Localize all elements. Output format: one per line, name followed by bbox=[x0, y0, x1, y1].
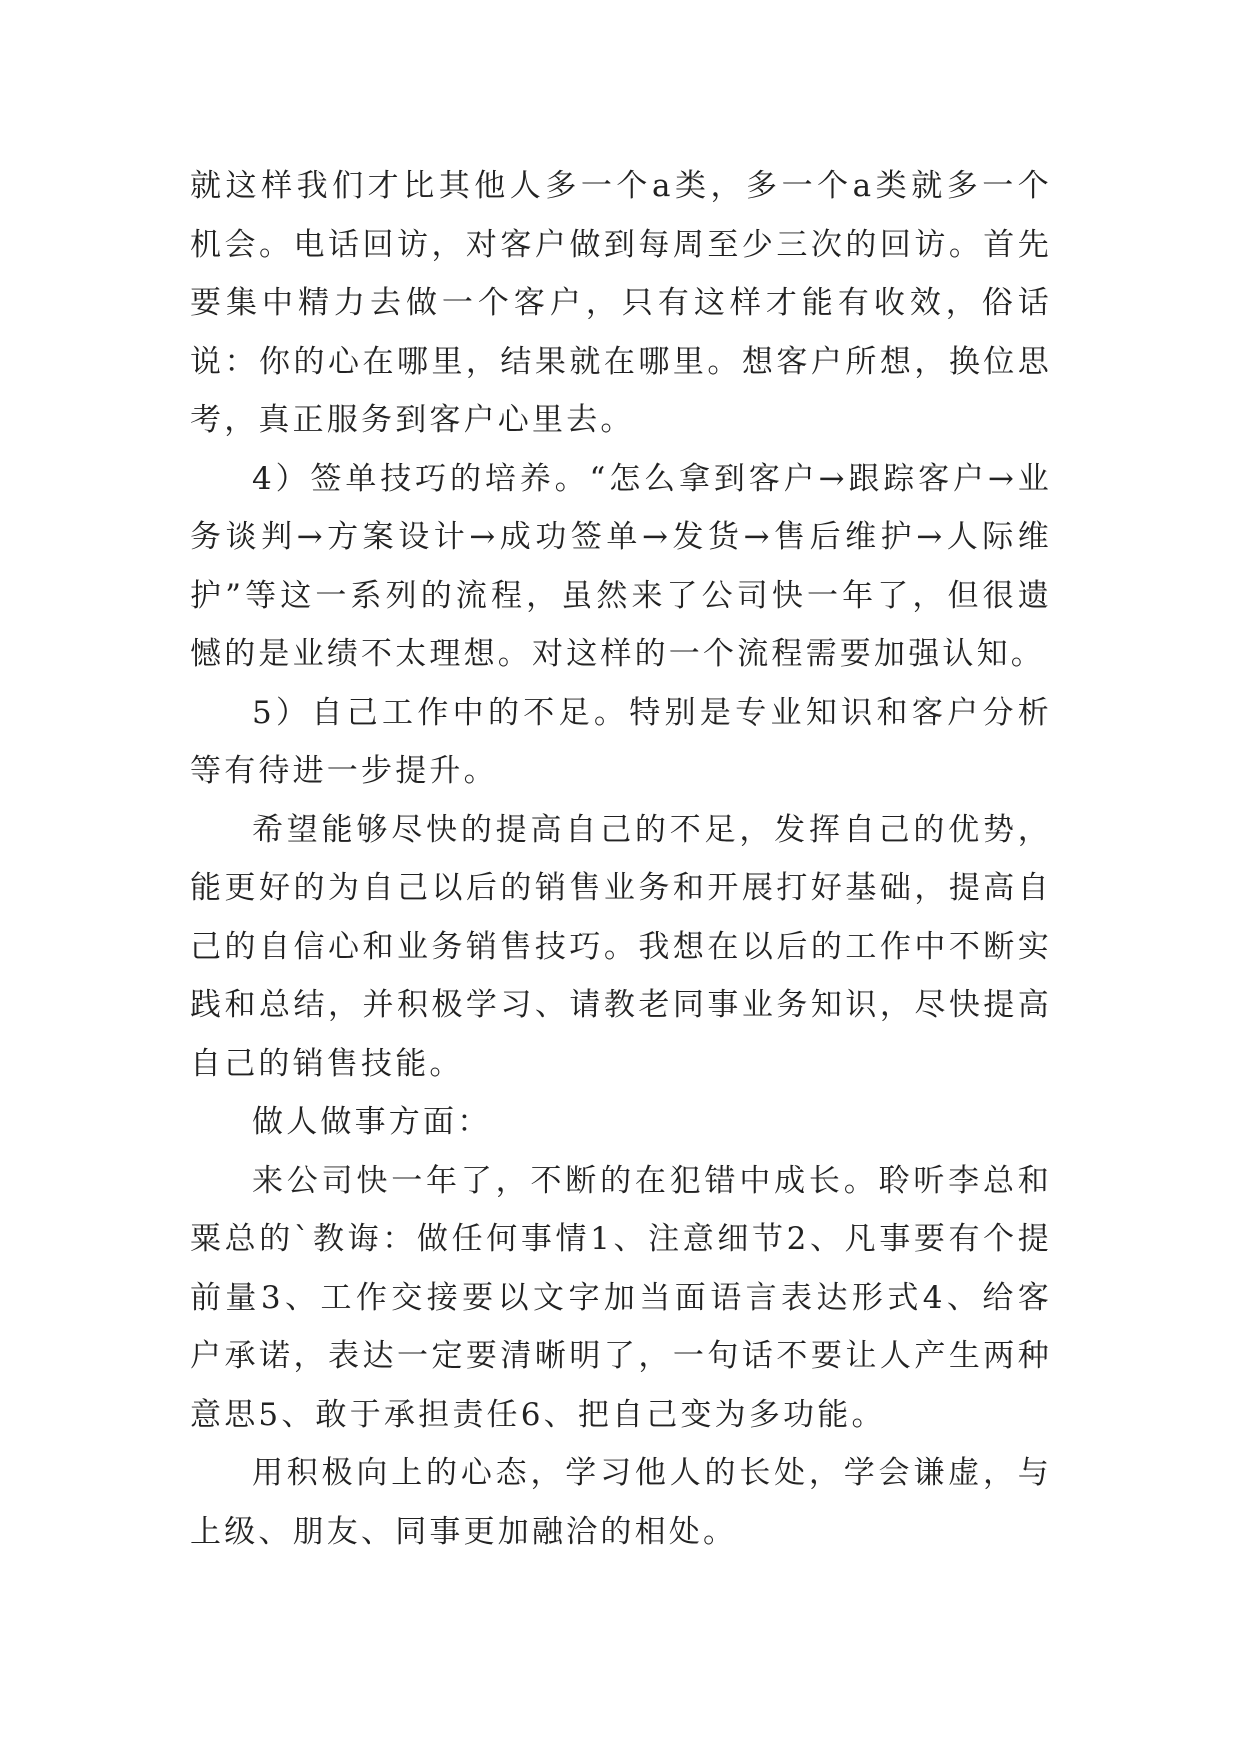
paragraph-1: 就这样我们才比其他人多一个a类，多一个a类就多一个机会。电话回访，对客户做到每周至少三次的回访。首先要集中精力去做一个客户，只有这样才能有收效，俗话说：你的心在哪里，结果就在哪里。想客户所想，换位思考，真正服务到客户心里去。 bbox=[190, 168, 1052, 438]
paragraph-3: 5）自己工作中的不足。特别是专业知识和客户分析等有待进一步提升。 bbox=[190, 694, 1052, 789]
paragraph-2: 4）签单技巧的培养。“怎么拿到客户→跟踪客户→业务谈判→方案设计→成功签单→发货→售后维护→人际维护”等这一系列的流程，虽然来了公司快一年了，但很遗憾的是业绩不太理想。对这样的一个流程需要加强认知。 bbox=[190, 460, 1052, 672]
paragraph-5-heading: 做人做事方面： bbox=[252, 1104, 492, 1140]
paragraph-4: 希望能够尽快的提高自己的不足，发挥自己的优势，能更好的为自己以后的销售业务和开展打好基础，提高自己的自信心和业务销售技巧。我想在以后的工作中不断实践和总结，并积极学习、请教老同事业务知识，尽快提高自己的销售技能。 bbox=[190, 811, 1052, 1082]
paragraph-7: 用积极向上的心态，学习他人的长处，学会谦虚，与上级、朋友、同事更加融洽的相处。 bbox=[190, 1455, 1052, 1550]
document-body bbox=[190, 157, 1052, 1561]
paragraph-6: 来公司快一年了，不断的在犯错中成长。聆听李总和粟总的`教诲：做任何事情1、注意细节2、凡事要有个提前量3、工作交接要以文字加当面语言表达形式4、给客户承诺，表达一定要清晰明了，一句话不要让人产生两种意思5、敢于承担责任6、把自己变为多功能。 bbox=[190, 1162, 1052, 1433]
